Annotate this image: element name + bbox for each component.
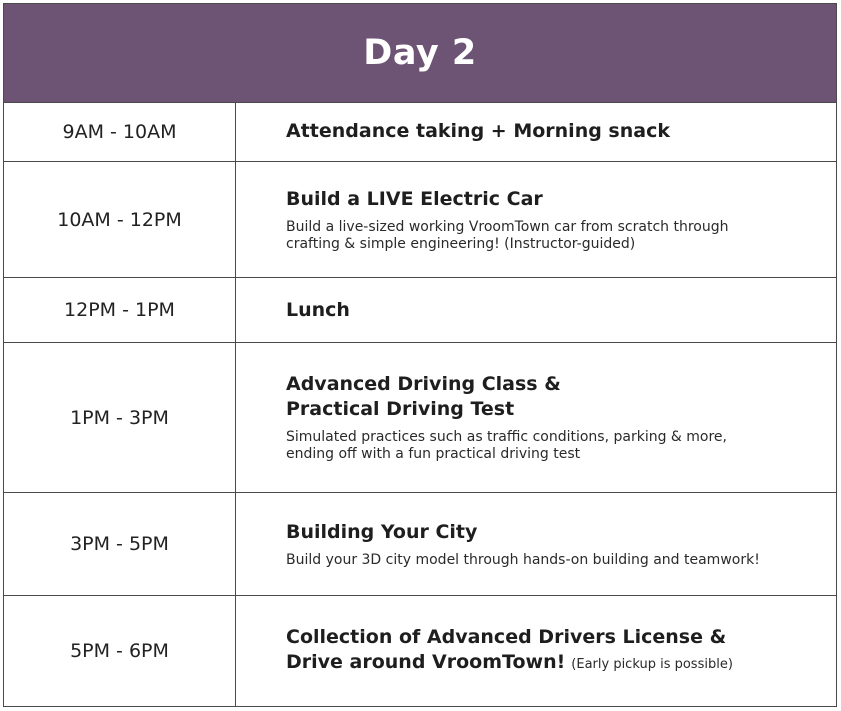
activity <box>286 278 816 342</box>
time-slot: 5PM - 6PM <box>4 596 236 706</box>
day-title: Day 2 <box>363 33 477 73</box>
activity <box>286 493 816 595</box>
activity-description <box>286 552 816 569</box>
activity-note: (Early pickup is possible) <box>571 657 733 672</box>
activity-title: Attendance taking + Morning snack <box>286 120 670 142</box>
title-line: Practical Driving Test <box>286 398 515 420</box>
description-line: ending off with a fun practical driving test <box>286 446 581 462</box>
schedule-row <box>4 162 836 278</box>
activity <box>286 343 816 492</box>
time-slot: 10AM - 12PM <box>4 162 236 277</box>
schedule-row <box>4 278 836 343</box>
activity-description <box>286 219 816 253</box>
activity-title <box>286 372 816 422</box>
activity <box>286 102 816 161</box>
schedule-row <box>4 343 836 493</box>
time-slot: 1PM - 3PM <box>4 343 236 492</box>
title-line-text: Drive around VroomTown! <box>286 651 566 673</box>
schedule-row <box>4 102 836 162</box>
activity-title <box>286 625 816 677</box>
time-slot: 3PM - 5PM <box>4 493 236 595</box>
description-line: crafting & simple engineering! (Instructor-guided) <box>286 235 636 252</box>
time-slot: 9AM - 10AM <box>4 102 236 161</box>
activity-title: Build a LIVE Electric Car <box>286 187 543 210</box>
day-header <box>4 4 836 103</box>
description-line: Build a live-sized working VroomTown car from scratch through <box>286 218 729 235</box>
activity <box>286 162 816 277</box>
title-line: Advanced Driving Class & <box>286 373 561 395</box>
description-line: Build your 3D city model through hands-on building and teamwork! <box>286 551 760 568</box>
title-line <box>286 650 816 677</box>
activity <box>286 596 816 706</box>
schedule-row <box>4 596 836 706</box>
time-slot: 12PM - 1PM <box>4 278 236 342</box>
activity-title: Lunch <box>286 298 350 321</box>
activity-description <box>286 429 816 463</box>
activity-title: Building Your City <box>286 520 478 543</box>
description-line: Simulated practices such as traffic conditions, parking & more, <box>286 429 727 445</box>
schedule-row <box>4 493 836 596</box>
title-line: Collection of Advanced Drivers License & <box>286 626 727 648</box>
schedule-table <box>3 3 837 707</box>
